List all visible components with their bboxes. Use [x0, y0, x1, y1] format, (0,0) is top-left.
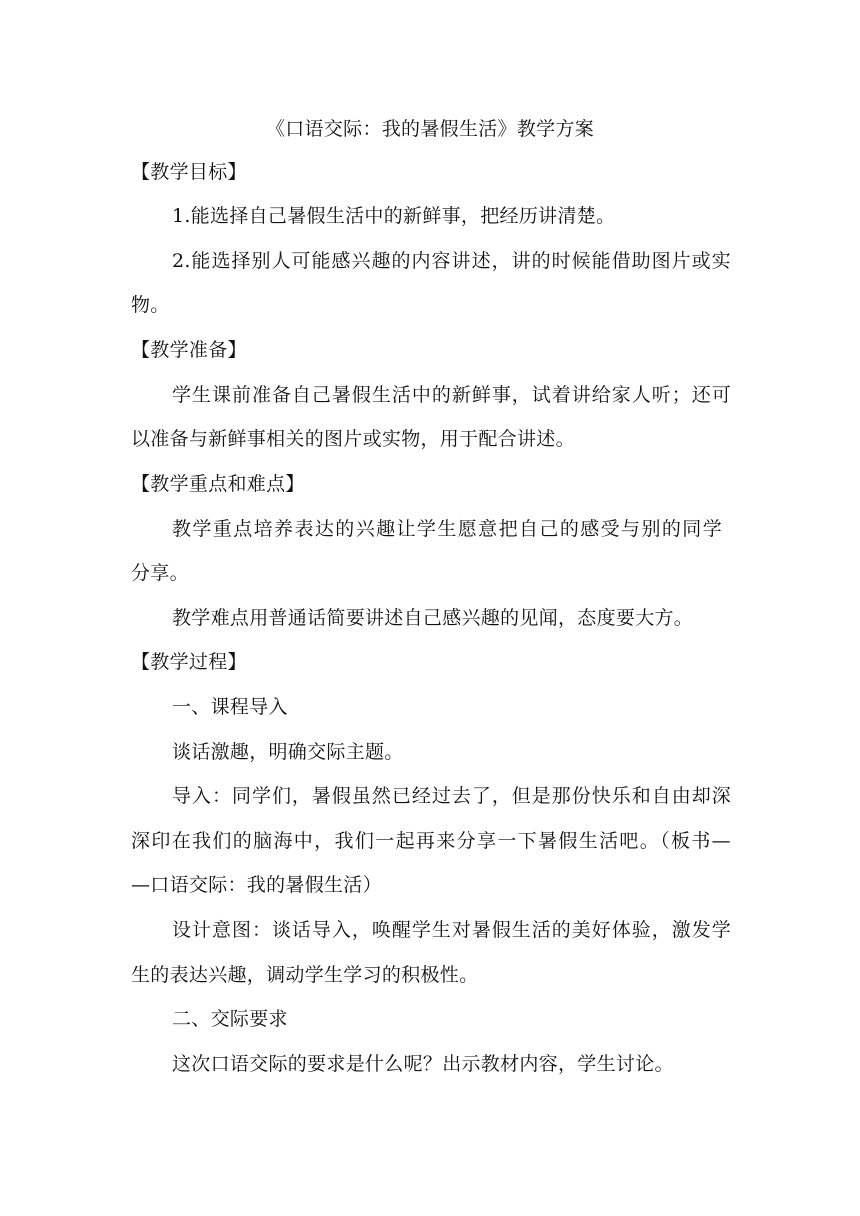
preparation-paragraph-line-1: 学生课前准备自己暑假生活中的新鲜事，试着讲给家人听；还可 [172, 384, 731, 406]
process-step-1-heading: 一、课程导入 [172, 696, 288, 718]
process-step-2-heading: 二、交际要求 [172, 1008, 288, 1030]
section-heading-preparation: 【教学准备】 [131, 339, 247, 361]
process-step-2-question: 这次口语交际的要求是什么呢？出示教材内容，学生讨论。 [172, 1053, 674, 1075]
preparation-paragraph-line-2: 以准备与新鲜事相关的图片或实物，用于配合讲述。 [131, 428, 575, 450]
section-heading-key-points: 【教学重点和难点】 [131, 473, 305, 495]
goal-item-2-continued: 物。 [131, 294, 170, 316]
goal-item-2: 2.能选择别人可能感兴趣的内容讲述，讲的时候能借助图片或实 [172, 250, 731, 272]
key-point-paragraph-line-1: 教学重点培养表达的兴趣让学生愿意把自己的感受与别的同学 [172, 518, 722, 540]
goal-item-1: 1.能选择自己暑假生活中的新鲜事，把经历讲清楚。 [172, 205, 616, 227]
section-heading-process: 【教学过程】 [131, 651, 247, 673]
intro-paragraph-line-3: —口语交际：我的暑假生活） [131, 874, 382, 896]
design-intent-paragraph-line-1: 设计意图：谈话导入，唤醒学生对暑假生活的美好体验，激发学 [172, 919, 731, 941]
design-intent-paragraph-line-2: 生的表达兴趣，调动学生学习的积极性。 [131, 964, 479, 986]
key-point-paragraph-line-2: 分享。 [131, 562, 189, 584]
document-title: 《口语交际：我的暑假生活》教学方案 [265, 118, 595, 140]
section-heading-goals: 【教学目标】 [131, 161, 247, 183]
intro-paragraph-line-2: 深印在我们的脑海中，我们一起再来分享一下暑假生活吧。（板书— [131, 830, 731, 852]
process-step-1-intro: 谈话激趣，明确交际主题。 [172, 741, 404, 763]
intro-paragraph-line-1: 导入：同学们，暑假虽然已经过去了，但是那份快乐和自由却深 [172, 785, 731, 807]
difficult-point-paragraph: 教学难点用普通话简要讲述自己感兴趣的见闻，态度要大方。 [172, 607, 694, 629]
